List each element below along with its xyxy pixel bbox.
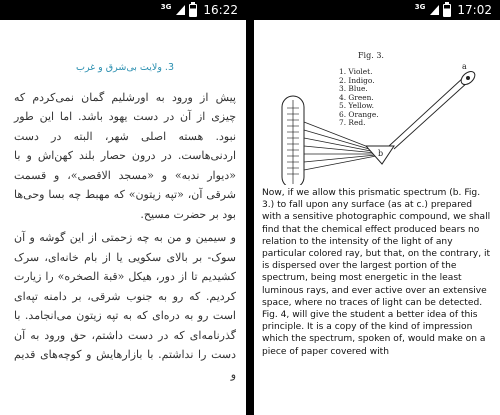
legend-item: 1. Violet. <box>339 67 373 76</box>
battery-icon <box>189 4 197 17</box>
legend-item: 7. Red. <box>339 118 366 127</box>
legend-item: 4. Green. <box>339 92 374 102</box>
status-bar <box>0 0 246 20</box>
network-type: 3G <box>414 3 426 11</box>
left-reader-screen[interactable] <box>0 0 246 415</box>
paragraph: و سیمین و من به چه زحمتی از این گوشه و آن سوک- بر بالای سکویی یا از بام خانه‌ای، سرک کشیدیم تا از دور، هیکل «قبة الصخره» را زیارت کردیم. که رو به جنوب شرقی، بر دامنه تپه‌ای است رو به دره‌ای که به تپه زیتون می‌انجامد. با گذرنامه‌ای که در دست داشتم، حق ورود به آن دست را نداشتم. با بازارهایش و کوچه‌های قدیم و <box>14 231 236 381</box>
prism-letter: b <box>378 149 384 158</box>
battery-icon <box>443 4 451 17</box>
incoming-beam <box>389 77 468 149</box>
book-page-persian[interactable] <box>0 20 246 384</box>
dispersed-rays <box>304 122 376 170</box>
status-time: 16:22 <box>203 3 238 17</box>
legend-item: 5. Yellow. <box>339 101 374 110</box>
signal-icon <box>430 5 439 15</box>
legend-item: 2. Indigo. <box>339 75 375 85</box>
status-time: 17:02 <box>457 3 492 17</box>
signal-icon <box>176 5 185 15</box>
legend-item: 6. Orange. <box>339 109 379 119</box>
book-page-text: Now, if we allow this prismatic spectrum (b. Fig. 3.) to fall upon any surface (as at c.) prepared with a sensitive photographic compound, we shall find that the chemical effect produced bears no relation to the intensity of the light of any particular colored ray, but that, on the contrary, it is dispersed over the largest portion of the spectrum, being most energetic in the least luminous rays, and ever active over an extensive space, where no traces of light can be detected. Fig. 4, will give the student a better idea of this principle. It is a copy of the kind of impression which the spectrum, spoken of, would make on a piece of paper covered with <box>262 188 491 357</box>
chapter-title: 3. ولایت بی‌شرق و غرب <box>76 62 174 73</box>
right-reader-screen[interactable] <box>254 0 500 415</box>
beam-letter: a <box>462 62 467 71</box>
figure-label: Fig. 3. <box>358 51 384 60</box>
network-type: 3G <box>160 3 172 11</box>
paragraph: پیش از ورود به اورشلیم گمان نمی‌کردم که چیزی از آن در دست یهود باشد. اما این طور نبود. هسته اصلی شهر، البته در دست اردنی‌هاست. در درون حصار بلند کهن‌اش و با «دیوار ندبه» و «مسجد الاقصی»، و قسمت شرقی آن، «تپه زیتون» که مهبط چه بسا وحی‌ها بود بر حضرت مسیح. <box>14 90 236 221</box>
color-legend <box>339 68 379 128</box>
legend-item: 3. Blue. <box>339 84 368 93</box>
status-bar <box>254 0 500 20</box>
spectrum-figure <box>254 20 500 185</box>
